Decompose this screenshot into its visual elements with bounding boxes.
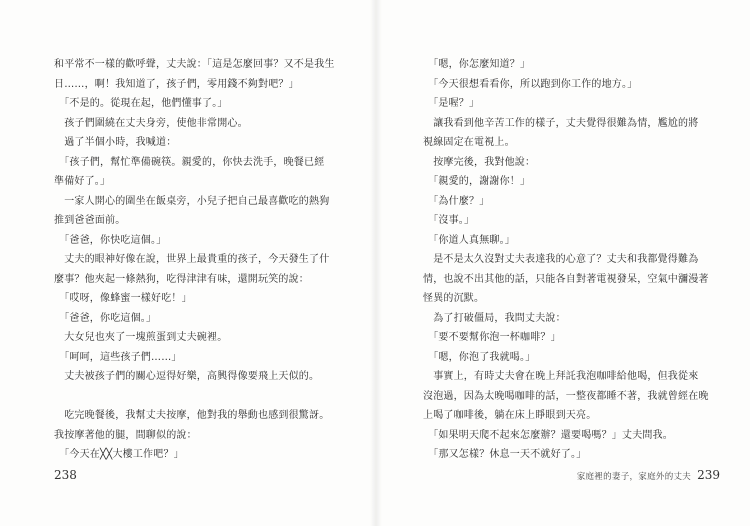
text-line: 「沒事。」 [423,215,475,226]
text-line: 「為什麼？」 [423,195,490,207]
text-line: 「是喔？」 [423,98,480,109]
text-line: 「嗯，你泡了我就喝。」 [423,351,536,363]
text-line: 怪異的沉默。 [423,293,485,304]
text-line: 讓我看到他辛苦工作的樣子，丈夫覺得很難為情，尷尬的將 [423,117,699,129]
text-line: 是不是太久沒對丈夫表達我的心意了？丈夫和我都覺得難為 [423,254,699,265]
right-page-footer [577,468,720,482]
left-page-number: 238 [54,468,77,482]
text-line: 大女兒也夾了一塊煎蛋到丈夫碗裡。 [54,332,228,343]
right-page [380,0,750,526]
text-line: 推到爸爸面前。 [54,215,126,226]
text-line: 「要不要幫你泡一杯咖啡？」 [423,332,561,343]
text-line: 「你道人真無聊。」 [423,234,515,246]
left-page-text [54,55,335,465]
text-line: 「呵呵，這些孩子們……」 [54,351,182,363]
text-line: 「今天很想看看你，所以跑到你工作的地方。」 [423,78,638,90]
text-line: 我按摩著他的腿，間聊似的說： [54,429,197,441]
text-line: 孩子們圍繞在丈夫身旁，使他非常開心。 [54,117,248,129]
text-line: 和平常不一樣的歡呼聲，丈夫說：「這是怎麼回事？又不是我生 [54,59,335,70]
text-line: 「爸爸，你快吃這個。」 [54,234,167,246]
text-line: 「哎呀，像蜂蜜一樣好吃！」 [54,293,192,304]
text-line: 日……，啊！我知道了，孩子們，零用錢不夠對吧？」 [54,78,299,90]
text-line: 上喝了咖啡後，躺在床上睜眼到天亮。 [423,410,597,421]
running-title: 家庭裡的妻子，家庭外的丈夫 [576,472,692,482]
text-line: 準備好了。」 [54,176,111,187]
text-line: 過了半個小時，我喊道： [54,137,177,148]
text-line: 按摩完後，我對他說： [423,156,536,168]
text-line: 「孩子們，幫忙準備碗筷。親愛的，你快去洗手，晚餐已經 [54,156,325,168]
text-line: 為了打破僵局，我問丈夫說： [423,312,566,324]
text-line: 丈夫的眼神好像在說，世界上最貴重的孩子，今天發生了什 [54,254,330,265]
text-line: 「如果明天爬不起來怎麼辦？還要喝嗎？」丈夫問我。 [423,429,673,441]
text-line: 情，也說不出其他的話，只能各自對著電視發呆，空氣中瀰漫著 [423,273,709,285]
text-line: 一家人開心的圍坐在飯桌旁，小兒子把自己最喜歡吃的熱狗 [54,195,330,207]
right-page-text [423,55,709,465]
left-page [0,0,370,526]
text-line: 事實上，有時丈夫會在晚上拜託我泡咖啡給他喝，但我從來 [423,371,699,382]
text-line: 「不是的。從現在起，他們懂事了。」 [54,98,228,109]
text-line: 「親愛的，謝謝你！」 [423,176,531,187]
text-line: 麼事？他夾起一條熱狗，吃得津津有味，還開玩笑的說： [54,273,309,285]
text-line: 「爸爸，你吃這個。」 [54,312,157,324]
text-line: 「嗯，你怎麼知道？」 [423,59,531,70]
text-line: 「今天在╳╳大樓工作吧？」 [54,449,184,460]
text-line: 丈夫被孩子們的關心逗得好樂，高興得像要飛上天似的。 [54,371,320,382]
text-line [54,387,314,407]
text-line: 視線固定在電視上。 [423,137,515,148]
text-line: 沒泡過，因為太晚喝咖啡的話，一整夜都睡不著，我就曾經在晚 [423,390,709,402]
text-line: 吃完晚餐後，我幫丈夫按摩，他對我的舉動也感到很驚訝。 [54,410,330,421]
text-line: 「那又怎樣？休息一天不就好了。」 [423,449,587,460]
right-page-number: 239 [697,468,720,482]
